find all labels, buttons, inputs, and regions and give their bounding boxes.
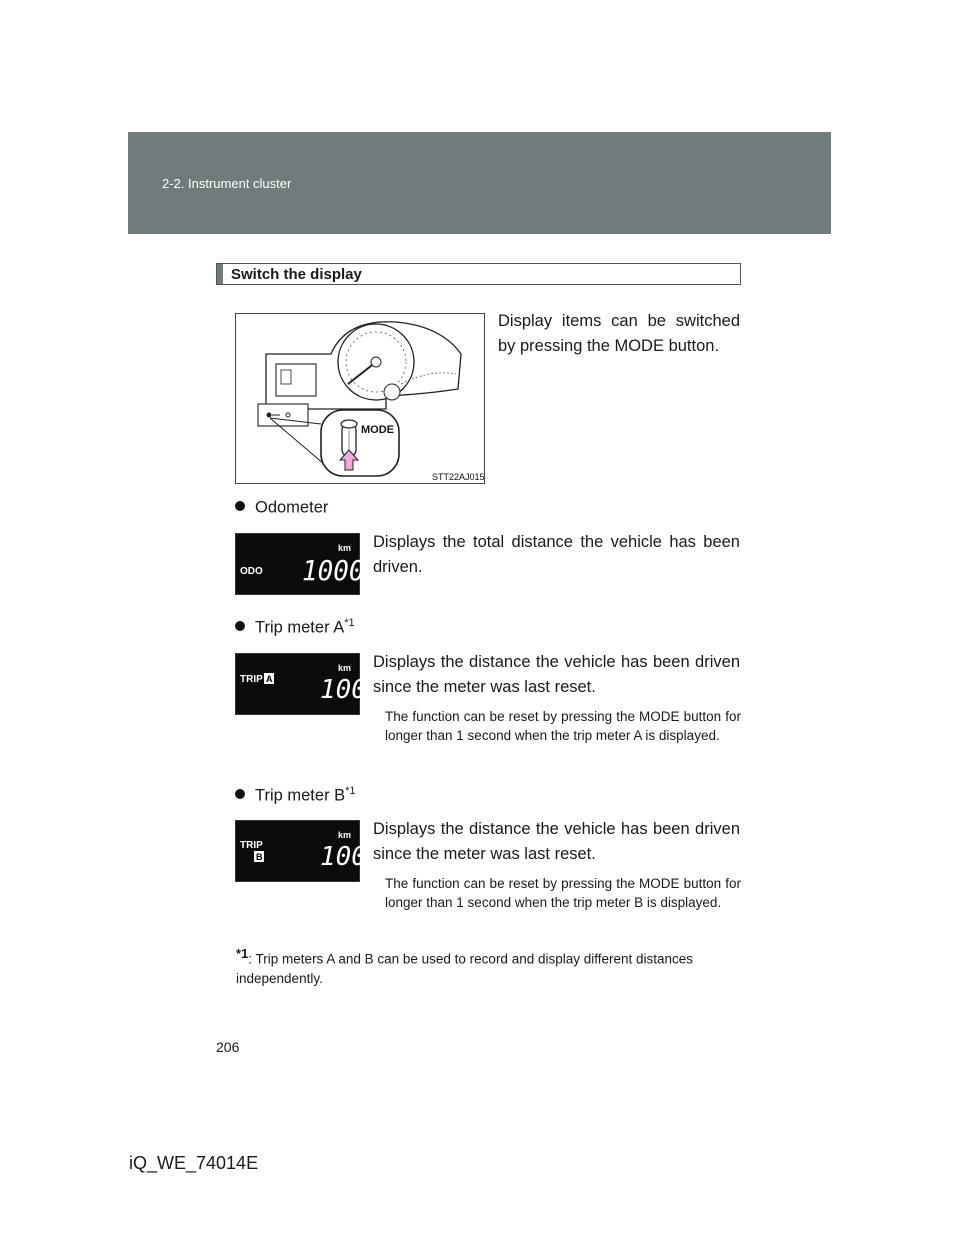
display-value: 100 — [320, 842, 367, 872]
footnote-text: : Trip meters A and B can be used to record and display different distances independently. — [236, 951, 694, 986]
display-letter: A — [266, 674, 273, 684]
display-letter: B — [256, 852, 263, 862]
trip-a-heading — [235, 612, 355, 639]
display-unit: km — [338, 830, 352, 840]
odometer-display — [235, 533, 365, 595]
trip-b-display — [235, 820, 367, 882]
section-title-bar — [216, 263, 741, 285]
bullet-icon — [235, 501, 245, 511]
cluster-illustration — [235, 313, 485, 484]
trip-a-display — [235, 653, 367, 715]
trip-b-note: The function can be reset by pressing the MODE button for longer than 1 second when the trip meter B is displayed. — [385, 876, 741, 910]
intro-text: Display items can be switched by pressing the MODE button. — [498, 312, 740, 355]
trip-b-description: Displays the distance the vehicle has been driven since the meter was last reset. — [373, 820, 740, 863]
bullet-icon — [235, 621, 245, 631]
display-value: 100 — [320, 675, 367, 705]
section-accent — [217, 264, 223, 284]
bullet-icon — [235, 789, 245, 799]
mode-button-label: MODE — [361, 424, 394, 436]
trip-b-heading — [235, 780, 356, 807]
trip-a-note: The function can be reset by pressing the MODE button for longer than 1 second when the trip meter A is displayed. — [385, 709, 741, 743]
odometer-heading — [235, 492, 328, 519]
figure-code: STT22AJ015 — [432, 472, 485, 482]
footnote — [236, 944, 742, 988]
odometer-description: Displays the total distance the vehicle has been driven. — [373, 533, 740, 576]
section-title: Switch the display — [231, 266, 362, 283]
display-mode: TRIP — [240, 840, 263, 851]
section-breadcrumb: 2-2. Instrument cluster — [162, 176, 292, 191]
item-label: Odometer — [255, 498, 329, 517]
display-unit: km — [338, 543, 352, 553]
display-mode: TRIP — [240, 674, 263, 685]
display-value: 1000 — [302, 555, 365, 588]
page-number: 206 — [216, 1039, 240, 1055]
footnote-mark: *1 — [236, 946, 249, 961]
display-mode: ODO — [240, 566, 263, 577]
item-label: Trip meter B — [255, 786, 346, 805]
item-footnote-ref: *1 — [345, 785, 356, 797]
document-code: iQ_WE_74014E — [129, 1153, 259, 1173]
item-label: Trip meter A — [255, 618, 345, 637]
trip-a-description: Displays the distance the vehicle has been driven since the meter was last reset. — [373, 653, 740, 696]
display-unit: km — [338, 663, 352, 673]
item-footnote-ref: *1 — [344, 617, 355, 629]
